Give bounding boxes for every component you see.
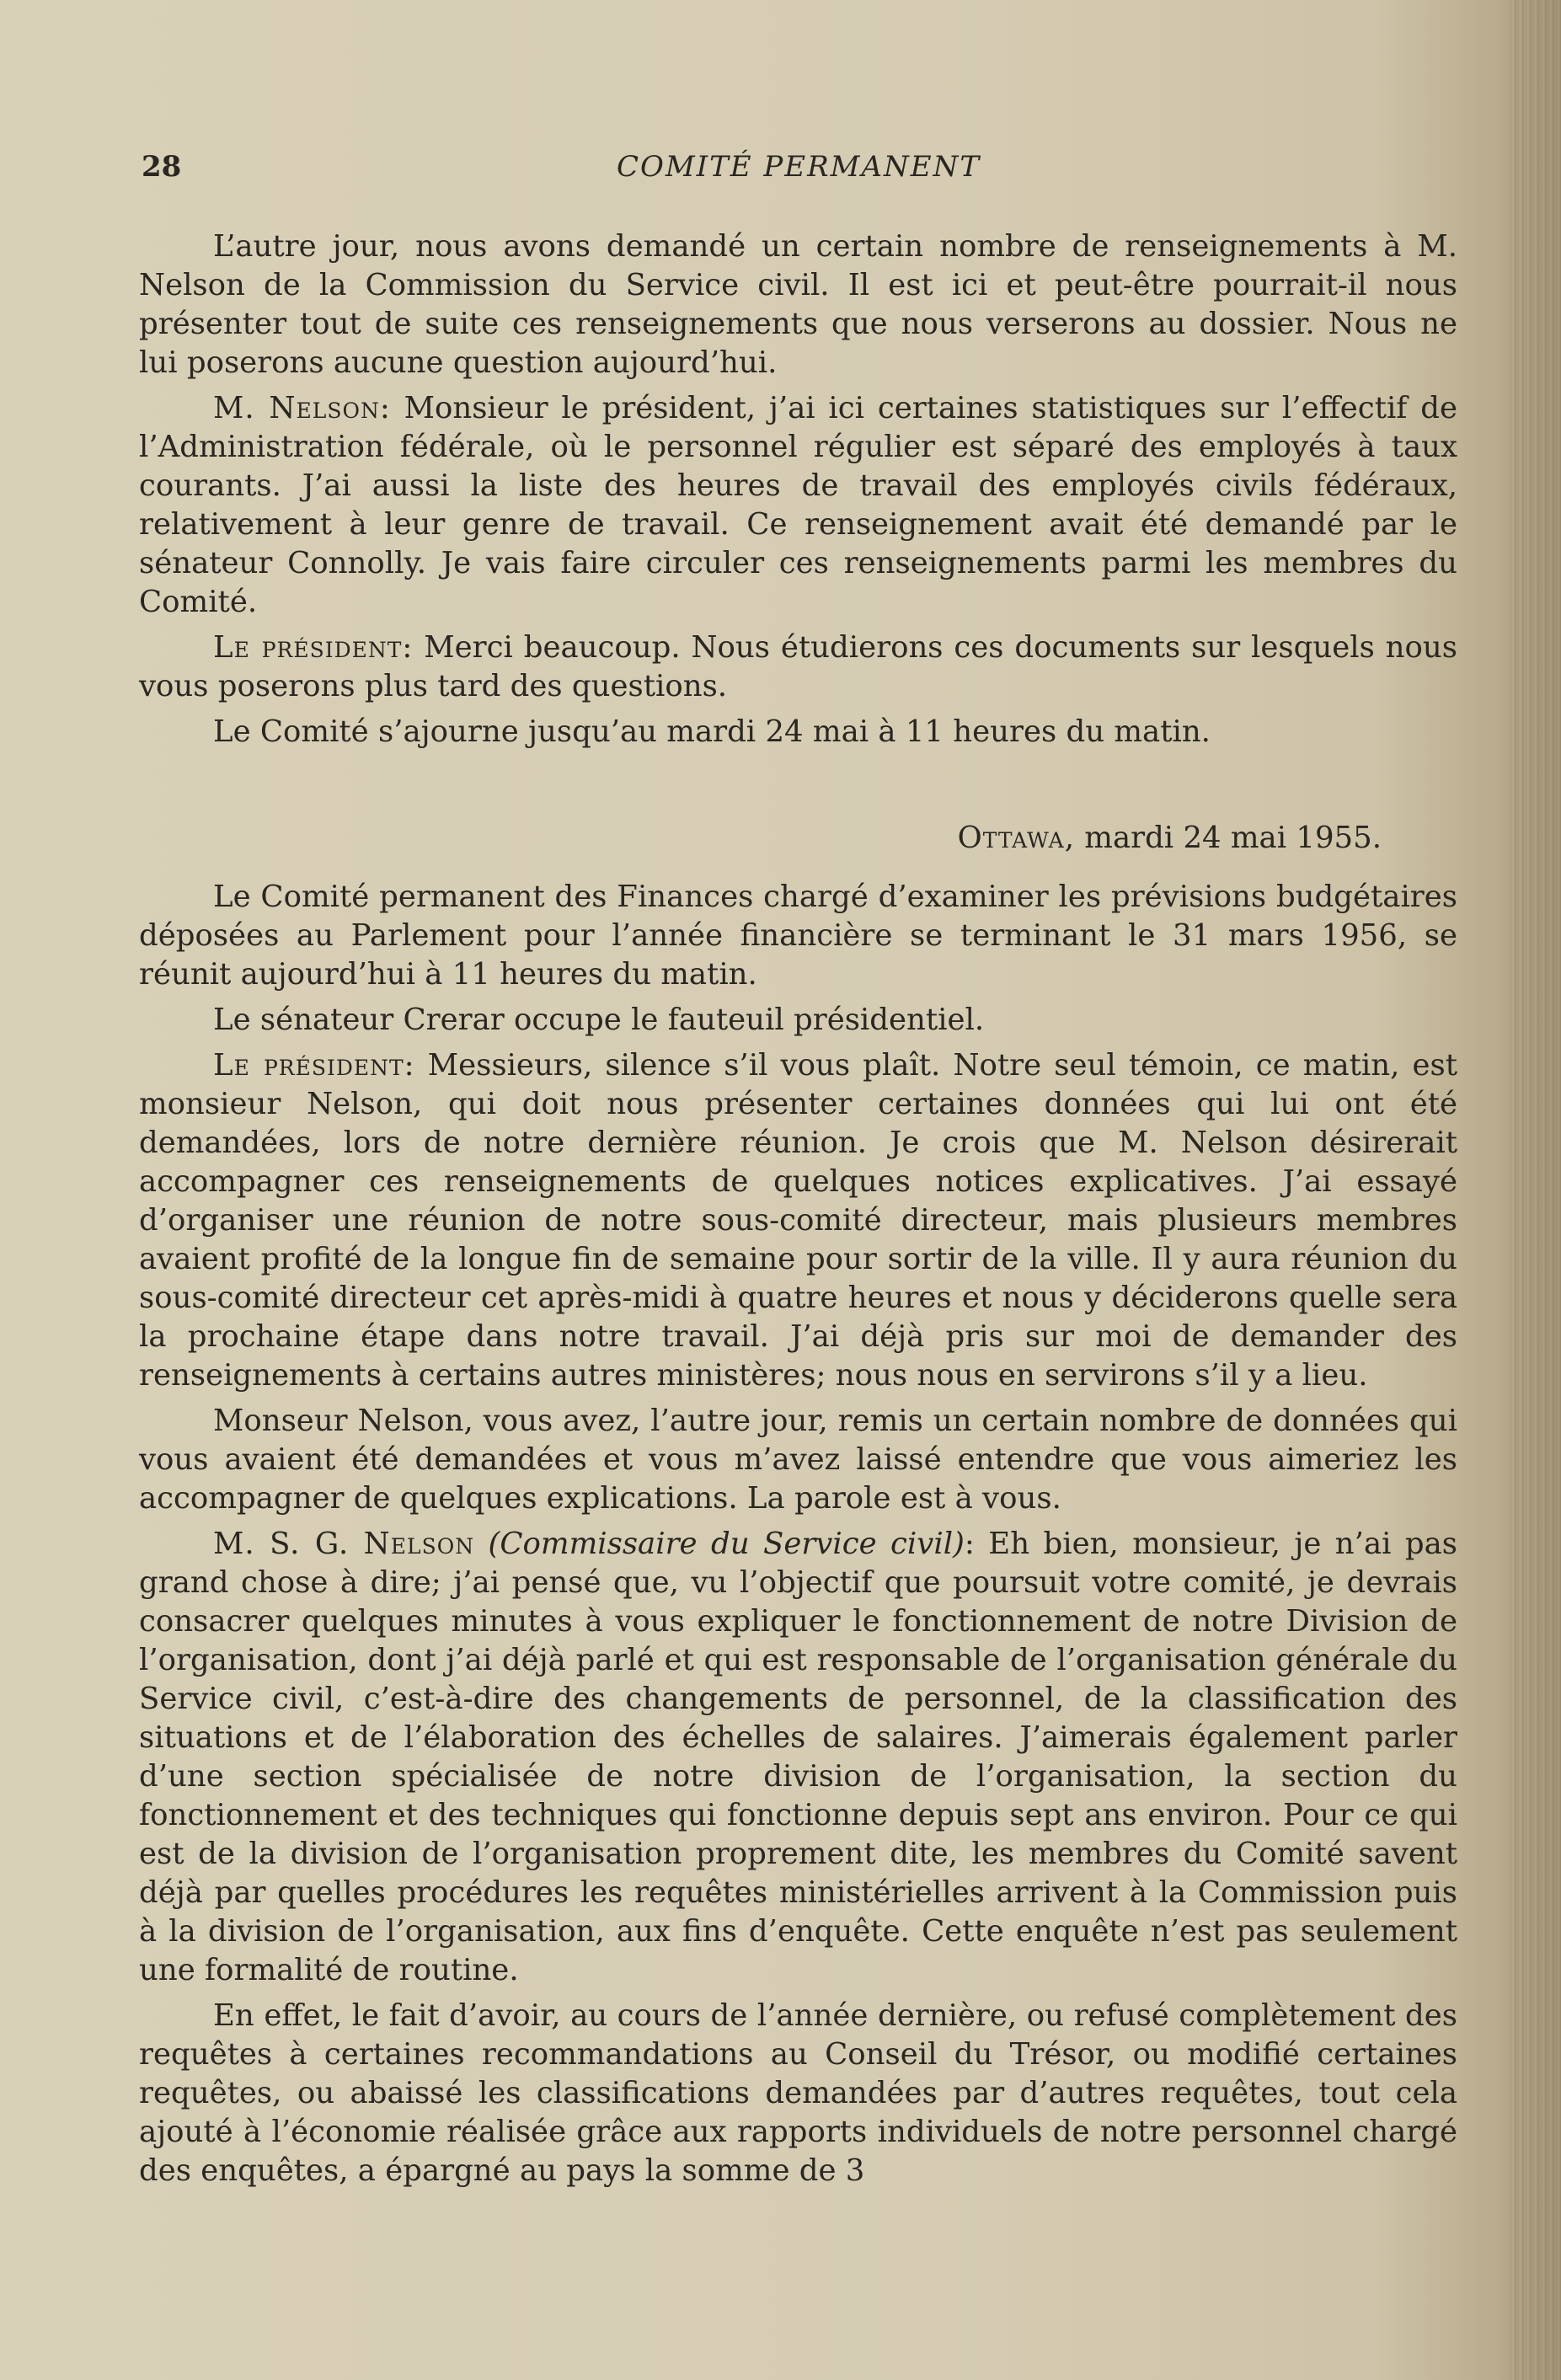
paragraph-chair-note: Le sénateur Crerar occupe le fauteuil présidentiel. — [213, 1003, 985, 1037]
paragraph-nelson-speech — [139, 389, 1457, 622]
speaker-label: Le président: — [213, 1048, 415, 1083]
page-edge — [1510, 0, 1561, 2380]
document-body — [139, 227, 1457, 2197]
paragraph-closing: En effet, le fait d’avoir, au cours de l’année dernière, ou refusé complètement des requêtes à certaines recommandations au Conseil du Trésor, ou modifié certaines requêtes, ou abaissé les classifications demandées par d’autres requêtes, tout cela ajouté à l’économie réalisée grâce aux rapports individuels de notre personnel chargé des enquêtes, a épargné au pays la somme de 3 — [139, 1998, 1457, 2188]
paragraph-president-opening — [139, 1046, 1457, 1395]
paragraph-intro: L’autre jour, nous avons demandé un certain nombre de renseignements à M. Nelson de la Commission du Service civil. Il est ici et peut-être pourrait-il nous présenter tout de suite ces renseignements que nous verserons au dossier. Nous ne lui poserons aucune question aujourd’hui. — [139, 229, 1457, 380]
dateline — [139, 819, 1457, 858]
paragraph-nelson-statement — [139, 1525, 1457, 1990]
running-title: COMITÉ PERMANENT — [616, 150, 981, 184]
speaker-title: (Commissaire du Service civil) — [488, 1527, 965, 1561]
page-number: 28 — [142, 150, 182, 184]
paragraph-adjournment: Le Comité s’ajourne jusqu’au mardi 24 mai à 11 heures du matin. — [213, 714, 1211, 749]
dateline-date: mardi 24 mai 1955. — [1084, 821, 1382, 855]
paragraph-president-reply — [139, 628, 1457, 706]
speech-text: Merci beaucoup. Nous étudierons ces documents sur lesquels nous vous poserons plus tard des questions. — [139, 630, 1457, 703]
page-header — [142, 150, 1456, 201]
speech-text: : Eh bien, monsieur, je n’ai pas grand chose à dire; j’ai pensé que, vu l’objectif que poursuit votre comité, je devrais consacrer quelques minutes à vous expliquer le fonctionnement de notre Division de l’organisation, dont j’ai déjà parlé et qui est responsable de l’organisation générale du Service civil, c’est-à-dire des changements de personnel, de la classification des situations et de l’élaboration des échelles de salaires. J’aimerais également parler d’une section spécialisée de notre division de l’organisation, la section du fonctionnement et des techniques qui fonctionne depuis sept ans environ. Pour ce qui est de la division de l’organisation proprement dite, les membres du Comité savent déjà par quelles procédures les requêtes ministérielles arrivent à la Commission puis à la division de l’organisation, aux fins d’enquête. Cette enquête n’est pas seulement une formalité de routine. — [139, 1527, 1458, 1987]
paragraph-president-invite: Monseur Nelson, vous avez, l’autre jour, remis un certain nombre de données qui vous avaient été demandées et vous m’avez laissé entendre que vous aimeriez les accompagner de quelques explications. La parole est à vous. — [139, 1404, 1457, 1516]
speaker-label: M. S. G. Nelson — [213, 1527, 475, 1561]
speech-text: Messieurs, silence s’il vous plaît. Notre seul témoin, ce matin, est monsieur Nelson, qui doit nous présenter certaines données qui lui ont été demandées, lors de notre dernière réunion. Je crois que M. Nelson désirerait accompagner ces renseignements de quelques notices explicatives. J’ai essayé d’organiser une réunion de notre sous-comité directeur, mais plusieurs membres avaient profité de la longue fin de semaine pour sortir de la ville. Il y aura réunion du sous-comité directeur cet après-midi à quatre heures et nous y déciderons quelle sera la prochaine étape dans notre travail. J’ai déjà pris sur moi de demander des renseignements à certains autres ministères; nous nous en servirons s’il y a lieu. — [139, 1048, 1457, 1393]
dateline-place: Ottawa, — [957, 821, 1075, 855]
speaker-label: Le président: — [213, 630, 414, 665]
speech-text: Monsieur le président, j’ai ici certaines statistiques sur l’effectif de l’Administration fédérale, où le personnel régulier est séparé des employés à taux courants. J’ai aussi la liste des heures de travail des employés civils fédéraux, relativement à leur genre de travail. Ce renseignement avait été demandé par le sénateur Connolly. Je vais faire circuler ces renseignements parmi les membres du Comité. — [139, 391, 1457, 619]
paragraph-meeting-intro: Le Comité permanent des Finances chargé d’examiner les prévisions budgétaires déposées au Parlement pour l’année financière se terminant le 31 mars 1956, se réunit aujourd’hui à 11 heures du matin. — [139, 880, 1457, 992]
speaker-label: M. Nelson: — [213, 391, 391, 425]
